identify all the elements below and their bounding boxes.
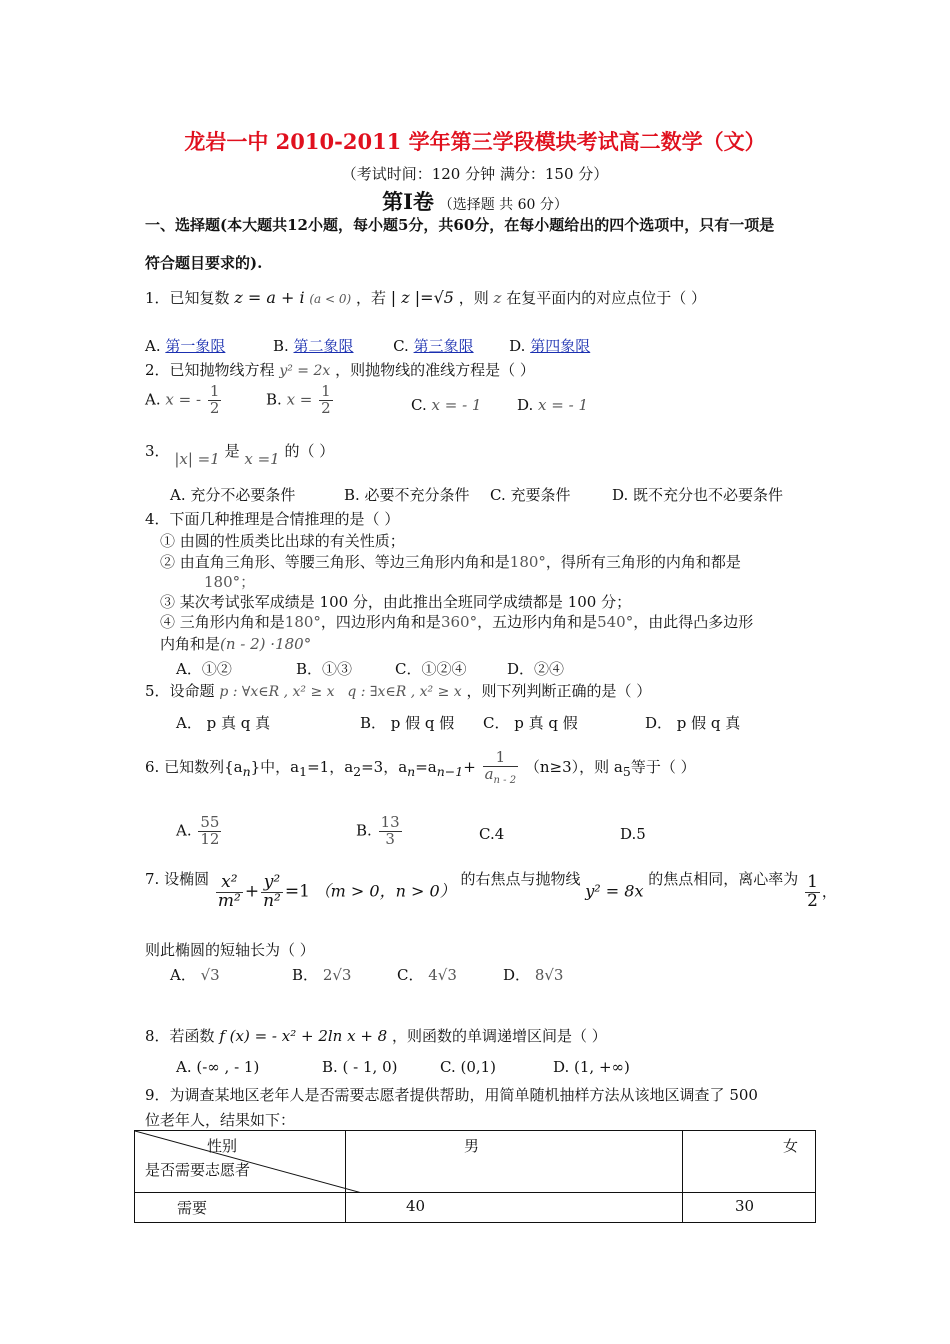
q6-b-num: 13 — [380, 813, 400, 831]
q1-option-c-label: C. — [393, 337, 414, 355]
q7-para: y² = 8x — [585, 881, 644, 901]
q4-item-2 — [160, 551, 741, 572]
q5-option-a: A． p 真 q 真 — [176, 714, 271, 732]
question-5-stem — [145, 680, 651, 701]
q6-sub-nm1: n−1 — [436, 764, 464, 780]
corner-top-label: 性别 — [207, 1137, 238, 1155]
q6-option-a-label: A. — [176, 821, 192, 840]
q3-expr2: x =1 — [244, 450, 280, 468]
q3-expr1: |x| =1 — [174, 450, 220, 468]
survey-table — [134, 1130, 816, 1223]
q2-option-d — [517, 396, 588, 414]
q4-item-4-e: ，由此得凸多边形 — [633, 613, 754, 631]
q6-frac-den-a: a — [484, 764, 494, 783]
q6-frac-num: 1 — [483, 750, 519, 767]
q7-pre: 7. 设椭圆 — [145, 870, 210, 889]
q1-post2: 在复平面内的对应点位于（ ） — [506, 289, 706, 307]
q2-option-b-expr: x = — [286, 390, 313, 409]
q1-zvar: z — [493, 289, 502, 307]
q1-option-d-link[interactable]: 第四象限 — [530, 337, 591, 355]
q6-post: 等于（ ） — [630, 758, 696, 777]
q6-option-b — [356, 815, 404, 848]
q4-item-2-b: ，得所有三角形的内角和都是 — [545, 553, 741, 571]
q6-sub-2: 2 — [353, 764, 362, 780]
q7-eccentricity — [805, 874, 820, 911]
q6-sub-5: 5 — [622, 764, 631, 780]
q8-option-d: D. (1, +∞) — [553, 1058, 630, 1076]
q6-plus: + — [463, 758, 476, 777]
q6-a-den: 12 — [200, 829, 220, 848]
q8-expr: f (x) = - x² + 2ln x + 8 — [219, 1027, 388, 1045]
exam-title: 龙岩一中 2010-2011 学年第三学段模块考试高二数学（文） — [184, 129, 766, 154]
q5-option-d: D． p 假 q 真 — [645, 714, 741, 732]
q6-pre: 6. 已知数列{a — [145, 758, 243, 777]
q2-option-a — [145, 384, 223, 417]
q4-item-4-line2 — [160, 633, 311, 654]
question-2-stem — [145, 359, 535, 380]
q3-option-a: A. 充分不必要条件 — [170, 486, 296, 504]
q6-option-b-fraction — [379, 815, 402, 848]
volume-label: 第Ⅰ卷 — [382, 189, 434, 214]
q4-item-4-c: ，五边形内角和是 — [477, 613, 598, 631]
q9-line1: 9．为调查某地区老年人是否需要志愿者提供帮助，用简单随机抽样方法从该地区调查了 500 — [145, 1086, 758, 1104]
q6-eq3: =a — [415, 758, 437, 777]
q2-option-b — [266, 384, 335, 417]
q6-fraction — [483, 750, 519, 786]
q4-item-4-deg2: 360° — [440, 613, 478, 631]
q6-option-b-label: B. — [356, 821, 372, 840]
q4-item-4-b: ，四边形内角和是 — [320, 613, 441, 631]
q8-option-b: B. ( - 1, 0) — [322, 1058, 398, 1076]
q7-option-b-label: B． — [292, 966, 319, 984]
q8-option-c: C. (0,1) — [440, 1058, 497, 1076]
q2-pre: 2．已知抛物线方程 — [145, 361, 275, 379]
table-row — [135, 1193, 816, 1223]
q2-post: ，则抛物线的准线方程是（ ） — [335, 361, 535, 379]
q2-a-den: 2 — [209, 398, 220, 417]
q1-pre: 1．已知复数 — [145, 289, 230, 307]
q5-option-b: B． p 假 q 假 — [360, 714, 455, 732]
q4-item-2-c: 180°； — [204, 573, 256, 591]
q1-post: ，则 — [458, 289, 489, 307]
q6-sub-1: 1 — [299, 764, 308, 780]
q7-m2: m² — [217, 890, 241, 911]
q7-frac-x — [216, 874, 243, 911]
q4-item-4-f: 内角和是 — [160, 635, 221, 653]
q7-option-a-label: A． — [170, 966, 196, 984]
q2-b-den: 2 — [321, 398, 331, 417]
q7-option-d-label: D． — [503, 966, 531, 984]
q2-option-c — [411, 396, 481, 414]
q6-b-den: 3 — [385, 829, 395, 848]
q1-option-a-label: A. — [145, 337, 166, 355]
q1-option-c-link[interactable]: 第三象限 — [413, 337, 474, 355]
q5-q: q : ∃x∈R , x² ≥ x — [347, 684, 462, 700]
q8-post: ，则函数的单调递增区间是（ ） — [392, 1027, 607, 1045]
q4-item-4-deg3: 540° — [597, 613, 634, 631]
q3-pre: 3． — [145, 442, 170, 460]
question-6-stem — [145, 750, 696, 786]
q1-mod: | z |=√5 — [390, 288, 454, 307]
question-7-stem — [145, 870, 837, 911]
q6-cond: （n≥3），则 a — [524, 758, 623, 777]
q7-option-b-value: 2√3 — [322, 966, 352, 984]
q7-option-a — [170, 964, 220, 985]
q2-option-c-label: C. — [411, 396, 427, 414]
question-4-stem: 4．下面几种推理是合情推理的是（ ） — [145, 510, 400, 528]
q7-x2: x² — [216, 874, 243, 893]
exam-info: （考试时间：120 分钟 满分：150 分） — [341, 165, 609, 183]
q6-frac-den-sub: n - 2 — [493, 774, 517, 786]
q1-mid: ，若 — [355, 289, 386, 307]
q7-option-d — [503, 964, 563, 985]
q7-y2: y² — [261, 874, 283, 893]
q4-item-2-a: ② 由直角三角形、等腰三角形、等边三角形内角和是 — [160, 553, 510, 571]
q9-line2: 位老年人，结果如下： — [145, 1111, 296, 1129]
q7-line2: 则此椭圆的短轴长为（ ） — [145, 941, 315, 959]
q7-option-c-value: 4√3 — [428, 966, 457, 984]
q3-post: 的（ ） — [284, 442, 335, 460]
q7-frac-y — [261, 874, 283, 911]
q7-plus: + — [244, 881, 260, 902]
cell-need-female: 30 — [683, 1193, 816, 1223]
q2-option-a-expr: x = - — [165, 390, 202, 409]
q7-mid: 的右焦点与抛物线 — [460, 870, 581, 889]
q3-option-b: B. 必要不充分条件 — [344, 486, 470, 504]
row-label-need: 需要 — [135, 1193, 346, 1223]
q7-e-den: 2 — [807, 890, 818, 911]
q7-comma: ， — [821, 882, 837, 901]
q4-option-b: B．①③ — [296, 660, 353, 678]
q7-option-b — [292, 964, 351, 985]
q4-option-a: A．①② — [176, 660, 232, 678]
q6-eq2: =3，a — [361, 758, 408, 777]
q3-option-d: D. 既不充分也不必要条件 — [612, 486, 784, 504]
q1-option-b-link[interactable]: 第二象限 — [293, 337, 354, 355]
q7-option-d-value: 8√3 — [534, 966, 564, 984]
q4-item-4-g: (n - 2) ·180° — [220, 635, 312, 653]
q7-mid2: 的焦点相同，离心率为 — [648, 870, 799, 889]
q2-option-d-label: D. — [517, 396, 534, 414]
q5-option-c: C． p 真 q 假 — [483, 714, 578, 732]
column-header-female: 女 — [683, 1131, 816, 1193]
section-instructions-line2: 符合题目要求的). — [145, 254, 263, 272]
cell-need-male: 40 — [346, 1193, 683, 1223]
q6-frac-den — [483, 764, 519, 787]
q7-n2: n² — [263, 890, 281, 911]
q4-option-d: D．②④ — [507, 660, 565, 678]
q3-option-c: C. 充要条件 — [490, 486, 571, 504]
table-corner-cell — [135, 1131, 346, 1193]
q5-p: p : ∀x∈R , x² ≥ x — [219, 684, 335, 700]
q6-option-c: C.4 — [479, 825, 505, 843]
q4-item-4-a: ④ 三角形内角和是 — [160, 613, 285, 631]
q4-item-2-deg: 180° — [509, 553, 546, 571]
volume-heading — [0, 186, 950, 216]
q7-option-a-value: √3 — [200, 966, 220, 984]
q3-mid: 是 — [224, 442, 240, 460]
question-1-stem — [145, 287, 706, 308]
q7-eq: =1 — [284, 881, 310, 902]
q1-option-d-label: D. — [509, 337, 531, 355]
q4-option-c: C．①②④ — [395, 660, 467, 678]
q2-expr: y² = 2x — [279, 363, 331, 379]
question-1-options — [145, 335, 590, 356]
question-8-stem — [145, 1025, 607, 1046]
q2-option-b-label: B. — [266, 390, 282, 409]
q1-option-a-link[interactable]: 第一象限 — [165, 337, 226, 355]
table-header-row — [135, 1131, 816, 1193]
volume-note: （选择题 共 60 分） — [438, 197, 568, 213]
q5-pre: 5．设命题 — [145, 682, 215, 700]
q4-item-3: ③ 某次考试张军成绩是 100 分，由此推出全班同学成绩都是 100 分； — [160, 593, 632, 611]
q1-expr: z = a + i — [234, 288, 305, 307]
q4-item-4-deg1: 180° — [284, 613, 321, 631]
column-header-male: 男 — [346, 1131, 683, 1193]
q6-option-d: D.5 — [620, 825, 646, 843]
q6-mid: }中，a — [250, 758, 300, 777]
q2-option-a-fraction — [208, 384, 222, 417]
q2-option-c-expr: x = - 1 — [431, 396, 482, 414]
q6-sub-n2: n — [407, 764, 416, 780]
q7-e-num: 1 — [807, 872, 818, 892]
q7-option-c-label: C． — [397, 966, 424, 984]
q5-post: ，则下列判断正确的是（ ） — [466, 682, 652, 700]
corner-bottom-label: 是否需要志愿者 — [145, 1161, 251, 1179]
q6-eq1: =1，a — [307, 758, 354, 777]
q8-option-a: A. (-∞ , - 1) — [176, 1058, 260, 1076]
q2-option-d-expr: x = - 1 — [538, 396, 588, 414]
q2-option-a-label: A. — [145, 390, 161, 409]
q6-sub-n: n — [242, 764, 251, 780]
q2-b-num: 1 — [321, 382, 331, 400]
q2-a-num: 1 — [209, 382, 220, 400]
question-3-stem — [145, 440, 335, 468]
q4-item-4 — [160, 611, 753, 632]
q8-pre: 8．若函数 — [145, 1027, 215, 1045]
q6-option-a-fraction — [198, 815, 221, 848]
q4-item-1: ① 由圆的性质类比出球的有关性质； — [160, 532, 405, 550]
q6-option-a — [176, 815, 223, 848]
q6-a-num: 55 — [200, 813, 220, 831]
q2-option-b-fraction — [319, 384, 333, 417]
q1-cond: (a < 0) — [309, 292, 352, 306]
q7-cond: （m > 0，n > 0） — [314, 881, 456, 901]
section-instructions-line1: 一、选择题(本大题共12小题，每小题5分，共60分，在每小题给出的四个选项中，只有一项是 — [145, 216, 775, 234]
q7-option-c — [397, 964, 457, 985]
q1-option-b-label: B. — [272, 337, 294, 355]
